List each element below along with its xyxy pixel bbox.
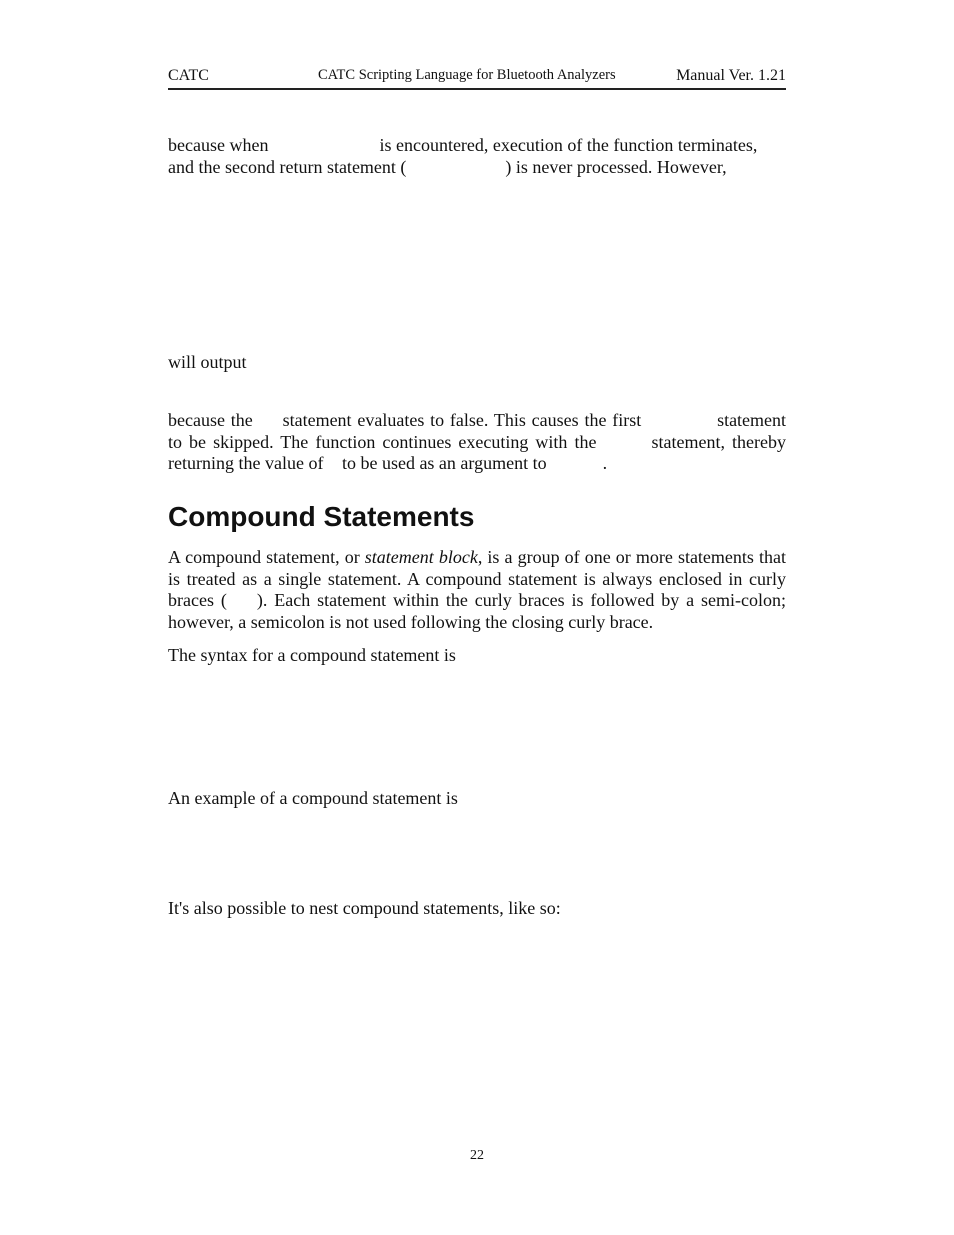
section-heading-compound-statements: Compound Statements [168,501,475,532]
paragraph-if-explanation: because the statement evaluates to false. This causes the first statement to be skipped. The function continues executing with the statement, thereby returning the value of to be used as an argument to . [168,410,787,474]
paragraph-nesting-intro: It's also possible to nest compound statements, like so: [168,898,561,918]
paragraph-return-explanation: because when is encountered, execution of the function terminates, and the second return statement ( ) is never processed. However, [168,135,758,177]
paragraph-compound-definition: A compound statement, or statement block, is a group of one or more statements that is treated as a single statement. A compound statement is always enclosed in curly braces ( ). Each statement within the curly braces is followed by a semi-colon; however, a semicolon is not used following the closing curly brace. [168,547,786,633]
paragraph-example-intro: An example of a compound statement is [168,788,458,808]
page-header [168,64,786,90]
header-title: CATC Scripting Language for Bluetooth Analyzers [318,67,616,83]
header-version: Manual Ver. 1.21 [676,67,786,84]
header-left: CATC [168,67,209,84]
paragraph-will-output: will output [168,352,247,372]
paragraph-syntax-intro: The syntax for a compound statement is [168,645,456,665]
page-number: 22 [470,1148,484,1163]
